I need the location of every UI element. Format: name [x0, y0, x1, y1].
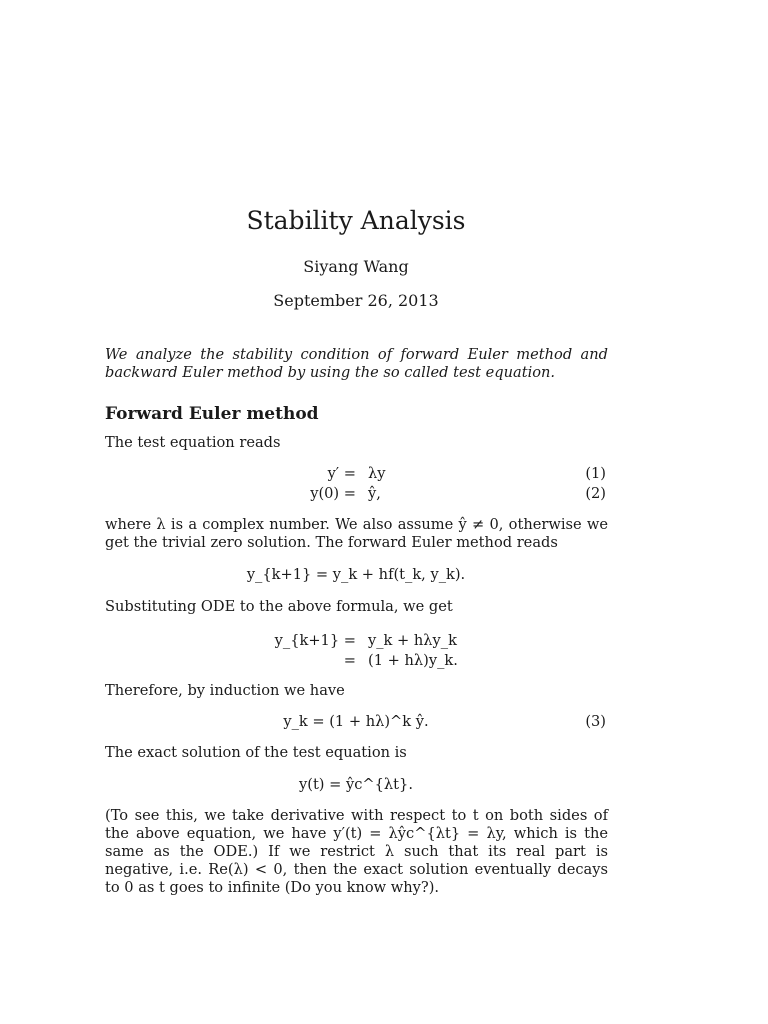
substitution-line-2-lhs: = [343, 652, 356, 669]
substitution-line-1-rhs: y_k + hλy_k [368, 632, 457, 649]
equation-2-number: (2) [585, 485, 606, 502]
substitution-line-2-rhs: (1 + hλ)y_k. [368, 652, 458, 669]
equation-1-lhs: y′ = [327, 465, 356, 482]
equation-1-rhs: λy [368, 465, 386, 482]
paragraph-induction: Therefore, by induction we have [105, 682, 345, 699]
paragraph-intro: The test equation reads [105, 434, 281, 451]
paragraph-exact: The exact solution of the test equation is [105, 744, 407, 761]
paper-title: Stability Analysis [246, 206, 466, 235]
paragraph-derivative: (To see this, we take derivative with respect to t on both sides of the above equation, we have y′(t) = λŷc^{λt} = λy, which is the same as the ODE.) If we restrict λ such that its real part is negative, i.e. Re(λ) < 0, then the exact solution eventually decays to 0 as t goes to infinite (Do you know why?). [105, 807, 608, 896]
exact-solution-equation: y(t) = ŷc^{λt}. [299, 776, 413, 793]
equation-3: y_k = (1 + hλ)^k ŷ. [283, 713, 429, 730]
paper-date: September 26, 2013 [273, 291, 439, 310]
paragraph-substituting: Substituting ODE to the above formula, we get [105, 598, 453, 615]
author-name: Siyang Wang [303, 257, 409, 276]
equation-1-number: (1) [585, 465, 606, 482]
section-heading: Forward Euler method [105, 404, 319, 424]
substitution-line-1-lhs: y_{k+1} = [274, 632, 356, 649]
abstract: We analyze the stability condition of forward Euler method and backward Euler method by using the so called test equation. [105, 346, 608, 381]
equation-2-rhs: ŷ, [368, 485, 381, 502]
equation-2-lhs: y(0) = [310, 485, 356, 502]
equation-3-number: (3) [585, 713, 606, 730]
forward-euler-formula: y_{k+1} = y_k + hf(t_k, y_k). [246, 566, 466, 583]
paragraph-complex: where λ is a complex number. We also assume ŷ ≠ 0, otherwise we get the trivial zero solution. The forward Euler method reads [105, 516, 608, 551]
